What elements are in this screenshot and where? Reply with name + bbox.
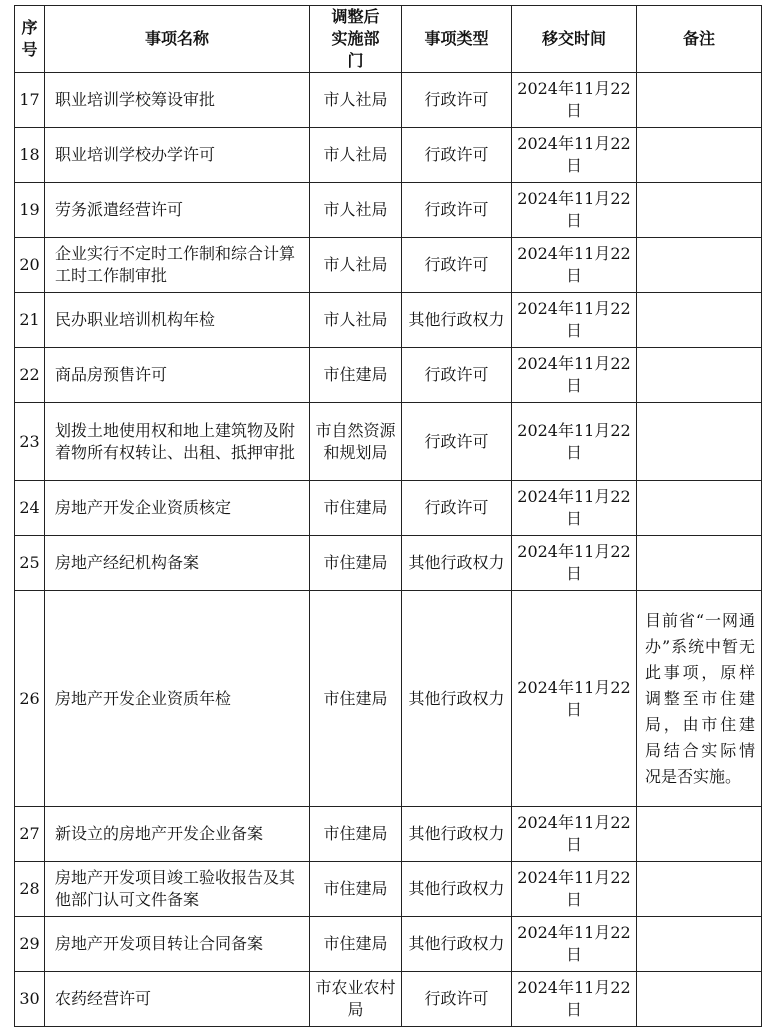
- table-body: [15, 73, 762, 1027]
- table-row: [15, 183, 762, 238]
- matter-type-cell: 其他行政权力: [402, 807, 512, 862]
- table-row: [15, 972, 762, 1027]
- remark-cell: [637, 348, 762, 403]
- department-cell: 市农业农村局: [310, 972, 402, 1027]
- header-dept: 调整后实施部门: [310, 6, 402, 73]
- row-number-cell: 21: [15, 293, 45, 348]
- department-cell: 市住建局: [310, 481, 402, 536]
- remark-cell: [637, 183, 762, 238]
- table-header-row: [15, 6, 762, 73]
- matter-type-cell: 行政许可: [402, 183, 512, 238]
- matter-type-cell: 其他行政权力: [402, 862, 512, 917]
- department-cell: 市住建局: [310, 348, 402, 403]
- matter-name-cell: 房地产开发项目转让合同备案: [45, 917, 310, 972]
- matter-type-cell: 行政许可: [402, 238, 512, 293]
- transfer-date-cell: 2024年11月22日: [512, 348, 637, 403]
- transfer-date-cell: 2024年11月22日: [512, 536, 637, 591]
- row-number-cell: 28: [15, 862, 45, 917]
- header-no: 序号: [15, 6, 45, 73]
- remark-cell: [637, 807, 762, 862]
- remark-cell: [637, 128, 762, 183]
- department-cell: 市自然资源和规划局: [310, 403, 402, 481]
- header-date: 移交时间: [512, 6, 637, 73]
- row-number-cell: 27: [15, 807, 45, 862]
- row-number-cell: 18: [15, 128, 45, 183]
- department-cell: 市人社局: [310, 73, 402, 128]
- transfer-date-cell: 2024年11月22日: [512, 591, 637, 807]
- matter-type-cell: 行政许可: [402, 972, 512, 1027]
- table-row: [15, 403, 762, 481]
- matter-name-cell: 劳务派遣经营许可: [45, 183, 310, 238]
- header-name: 事项名称: [45, 6, 310, 73]
- row-number-cell: 23: [15, 403, 45, 481]
- row-number-cell: 29: [15, 917, 45, 972]
- transfer-date-cell: 2024年11月22日: [512, 403, 637, 481]
- table-row: [15, 73, 762, 128]
- transfer-date-cell: 2024年11月22日: [512, 807, 637, 862]
- matters-table: [14, 5, 762, 1027]
- remark-cell: [637, 536, 762, 591]
- matter-type-cell: 行政许可: [402, 348, 512, 403]
- remark-cell: [637, 972, 762, 1027]
- transfer-date-cell: 2024年11月22日: [512, 972, 637, 1027]
- table-row: [15, 348, 762, 403]
- matter-name-cell: 商品房预售许可: [45, 348, 310, 403]
- department-cell: 市住建局: [310, 591, 402, 807]
- matter-name-cell: 房地产开发项目竣工验收报告及其他部门认可文件备案: [45, 862, 310, 917]
- remark-cell: [637, 238, 762, 293]
- department-cell: 市住建局: [310, 807, 402, 862]
- matter-name-cell: 新设立的房地产开发企业备案: [45, 807, 310, 862]
- matter-name-cell: 农药经营许可: [45, 972, 310, 1027]
- department-cell: 市住建局: [310, 862, 402, 917]
- remark-cell: [637, 862, 762, 917]
- row-number-cell: 24: [15, 481, 45, 536]
- remark-cell: 目前省“一网通办”系统中暂无此事项，原样调整至市住建局，由市住建局结合实际情况是否实施。: [637, 591, 762, 807]
- remark-cell: [637, 403, 762, 481]
- row-number-cell: 20: [15, 238, 45, 293]
- table-row: [15, 536, 762, 591]
- matter-name-cell: 划拨土地使用权和地上建筑物及附着物所有权转让、出租、抵押审批: [45, 403, 310, 481]
- header-note: 备注: [637, 6, 762, 73]
- transfer-date-cell: 2024年11月22日: [512, 293, 637, 348]
- table-row: [15, 238, 762, 293]
- row-number-cell: 30: [15, 972, 45, 1027]
- table-row: [15, 807, 762, 862]
- matter-type-cell: 其他行政权力: [402, 917, 512, 972]
- transfer-date-cell: 2024年11月22日: [512, 183, 637, 238]
- matter-name-cell: 职业培训学校筹设审批: [45, 73, 310, 128]
- department-cell: 市人社局: [310, 128, 402, 183]
- table-row: [15, 591, 762, 807]
- matter-type-cell: 其他行政权力: [402, 536, 512, 591]
- header-type: 事项类型: [402, 6, 512, 73]
- table-row: [15, 481, 762, 536]
- transfer-date-cell: 2024年11月22日: [512, 73, 637, 128]
- matter-type-cell: 其他行政权力: [402, 293, 512, 348]
- matter-type-cell: 行政许可: [402, 403, 512, 481]
- department-cell: 市人社局: [310, 293, 402, 348]
- matter-name-cell: 民办职业培训机构年检: [45, 293, 310, 348]
- matter-type-cell: 行政许可: [402, 128, 512, 183]
- row-number-cell: 26: [15, 591, 45, 807]
- transfer-date-cell: 2024年11月22日: [512, 481, 637, 536]
- department-cell: 市人社局: [310, 183, 402, 238]
- department-cell: 市住建局: [310, 536, 402, 591]
- remark-cell: [637, 481, 762, 536]
- transfer-date-cell: 2024年11月22日: [512, 238, 637, 293]
- row-number-cell: 17: [15, 73, 45, 128]
- remark-cell: [637, 73, 762, 128]
- matter-name-cell: 房地产开发企业资质年检: [45, 591, 310, 807]
- matter-name-cell: 企业实行不定时工作制和综合计算工时工作制审批: [45, 238, 310, 293]
- matter-type-cell: 行政许可: [402, 481, 512, 536]
- department-cell: 市人社局: [310, 238, 402, 293]
- document-page: [14, 5, 762, 1027]
- department-cell: 市住建局: [310, 917, 402, 972]
- table-row: [15, 128, 762, 183]
- transfer-date-cell: 2024年11月22日: [512, 862, 637, 917]
- matter-name-cell: 房地产开发企业资质核定: [45, 481, 310, 536]
- transfer-date-cell: 2024年11月22日: [512, 128, 637, 183]
- remark-cell: [637, 293, 762, 348]
- table-row: [15, 862, 762, 917]
- matter-type-cell: 行政许可: [402, 73, 512, 128]
- matter-type-cell: 其他行政权力: [402, 591, 512, 807]
- row-number-cell: 25: [15, 536, 45, 591]
- row-number-cell: 22: [15, 348, 45, 403]
- transfer-date-cell: 2024年11月22日: [512, 917, 637, 972]
- remark-cell: [637, 917, 762, 972]
- matter-name-cell: 职业培训学校办学许可: [45, 128, 310, 183]
- table-row: [15, 917, 762, 972]
- row-number-cell: 19: [15, 183, 45, 238]
- table-row: [15, 293, 762, 348]
- matter-name-cell: 房地产经纪机构备案: [45, 536, 310, 591]
